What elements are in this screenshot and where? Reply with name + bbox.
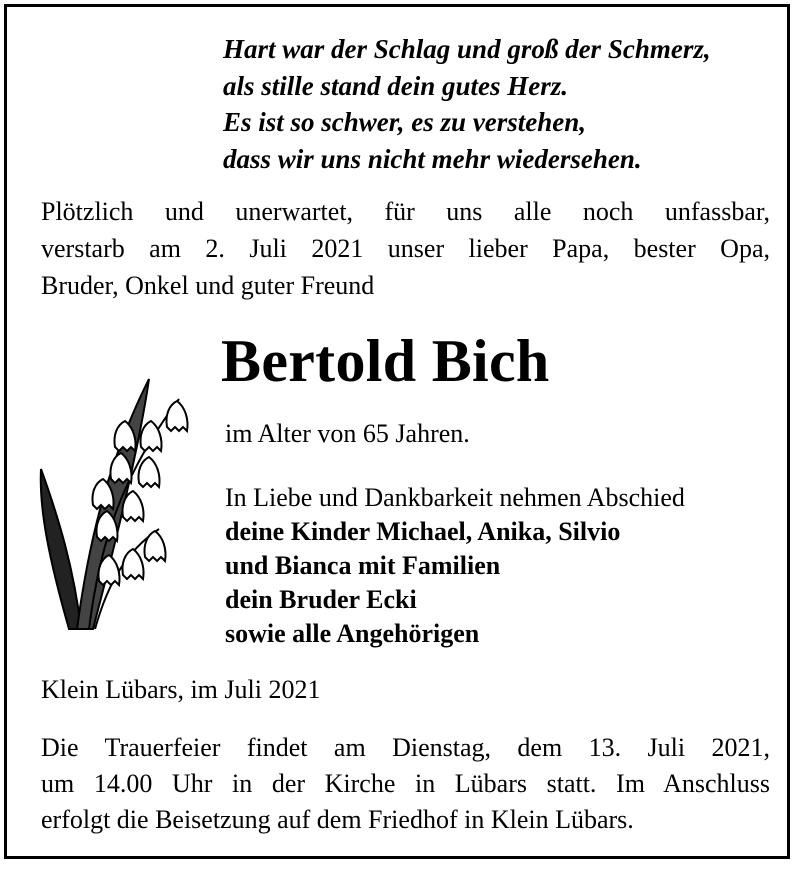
poem-line: Es ist so schwer, es zu verstehen,	[223, 107, 587, 137]
funeral-line: um 14.00 Uhr in der Kirche in Lübars statt. Im Anschluss	[41, 769, 770, 798]
poem-line: dass wir uns nicht mehr wiedersehen.	[223, 143, 642, 174]
age-line: im Alter von 65 Jahren.	[225, 419, 470, 448]
deceased-name: Bertold Bich	[221, 328, 550, 394]
intro-line: Plötzlich und unerwartet, für uns alle noch unfassbar,	[41, 197, 770, 226]
intro-line: Bruder, Onkel und guter Freund	[41, 271, 375, 300]
farewell-intro: In Liebe und Dankbarkeit nehmen Abschied	[225, 483, 685, 512]
poem-line: Hart war der Schlag und groß der Schmerz,	[223, 34, 711, 64]
mourner-line: sowie alle Angehörigen	[225, 619, 480, 648]
obituary-frame	[4, 4, 790, 859]
intro-line: verstarb am 2. Juli 2021 unser lieber Papa, bester Opa,	[41, 234, 770, 263]
poem-line: als stille stand dein gutes Herz.	[223, 70, 569, 101]
poem	[223, 31, 783, 177]
lily-of-the-valley-icon	[29, 359, 209, 639]
funeral-line: erfolgt die Beisetzung auf dem Friedhof in Klein Lübars.	[41, 805, 634, 834]
mourner-line: deine Kinder Michael, Anika, Silvio	[225, 517, 621, 546]
place-date: Klein Lübars, im Juli 2021	[41, 675, 321, 704]
mourner-line: und Bianca mit Familien	[225, 551, 501, 580]
funeral-line: Die Trauerfeier findet am Dienstag, dem 13. Juli 2021,	[41, 733, 770, 762]
mourner-line: dein Bruder Ecki	[225, 585, 417, 614]
